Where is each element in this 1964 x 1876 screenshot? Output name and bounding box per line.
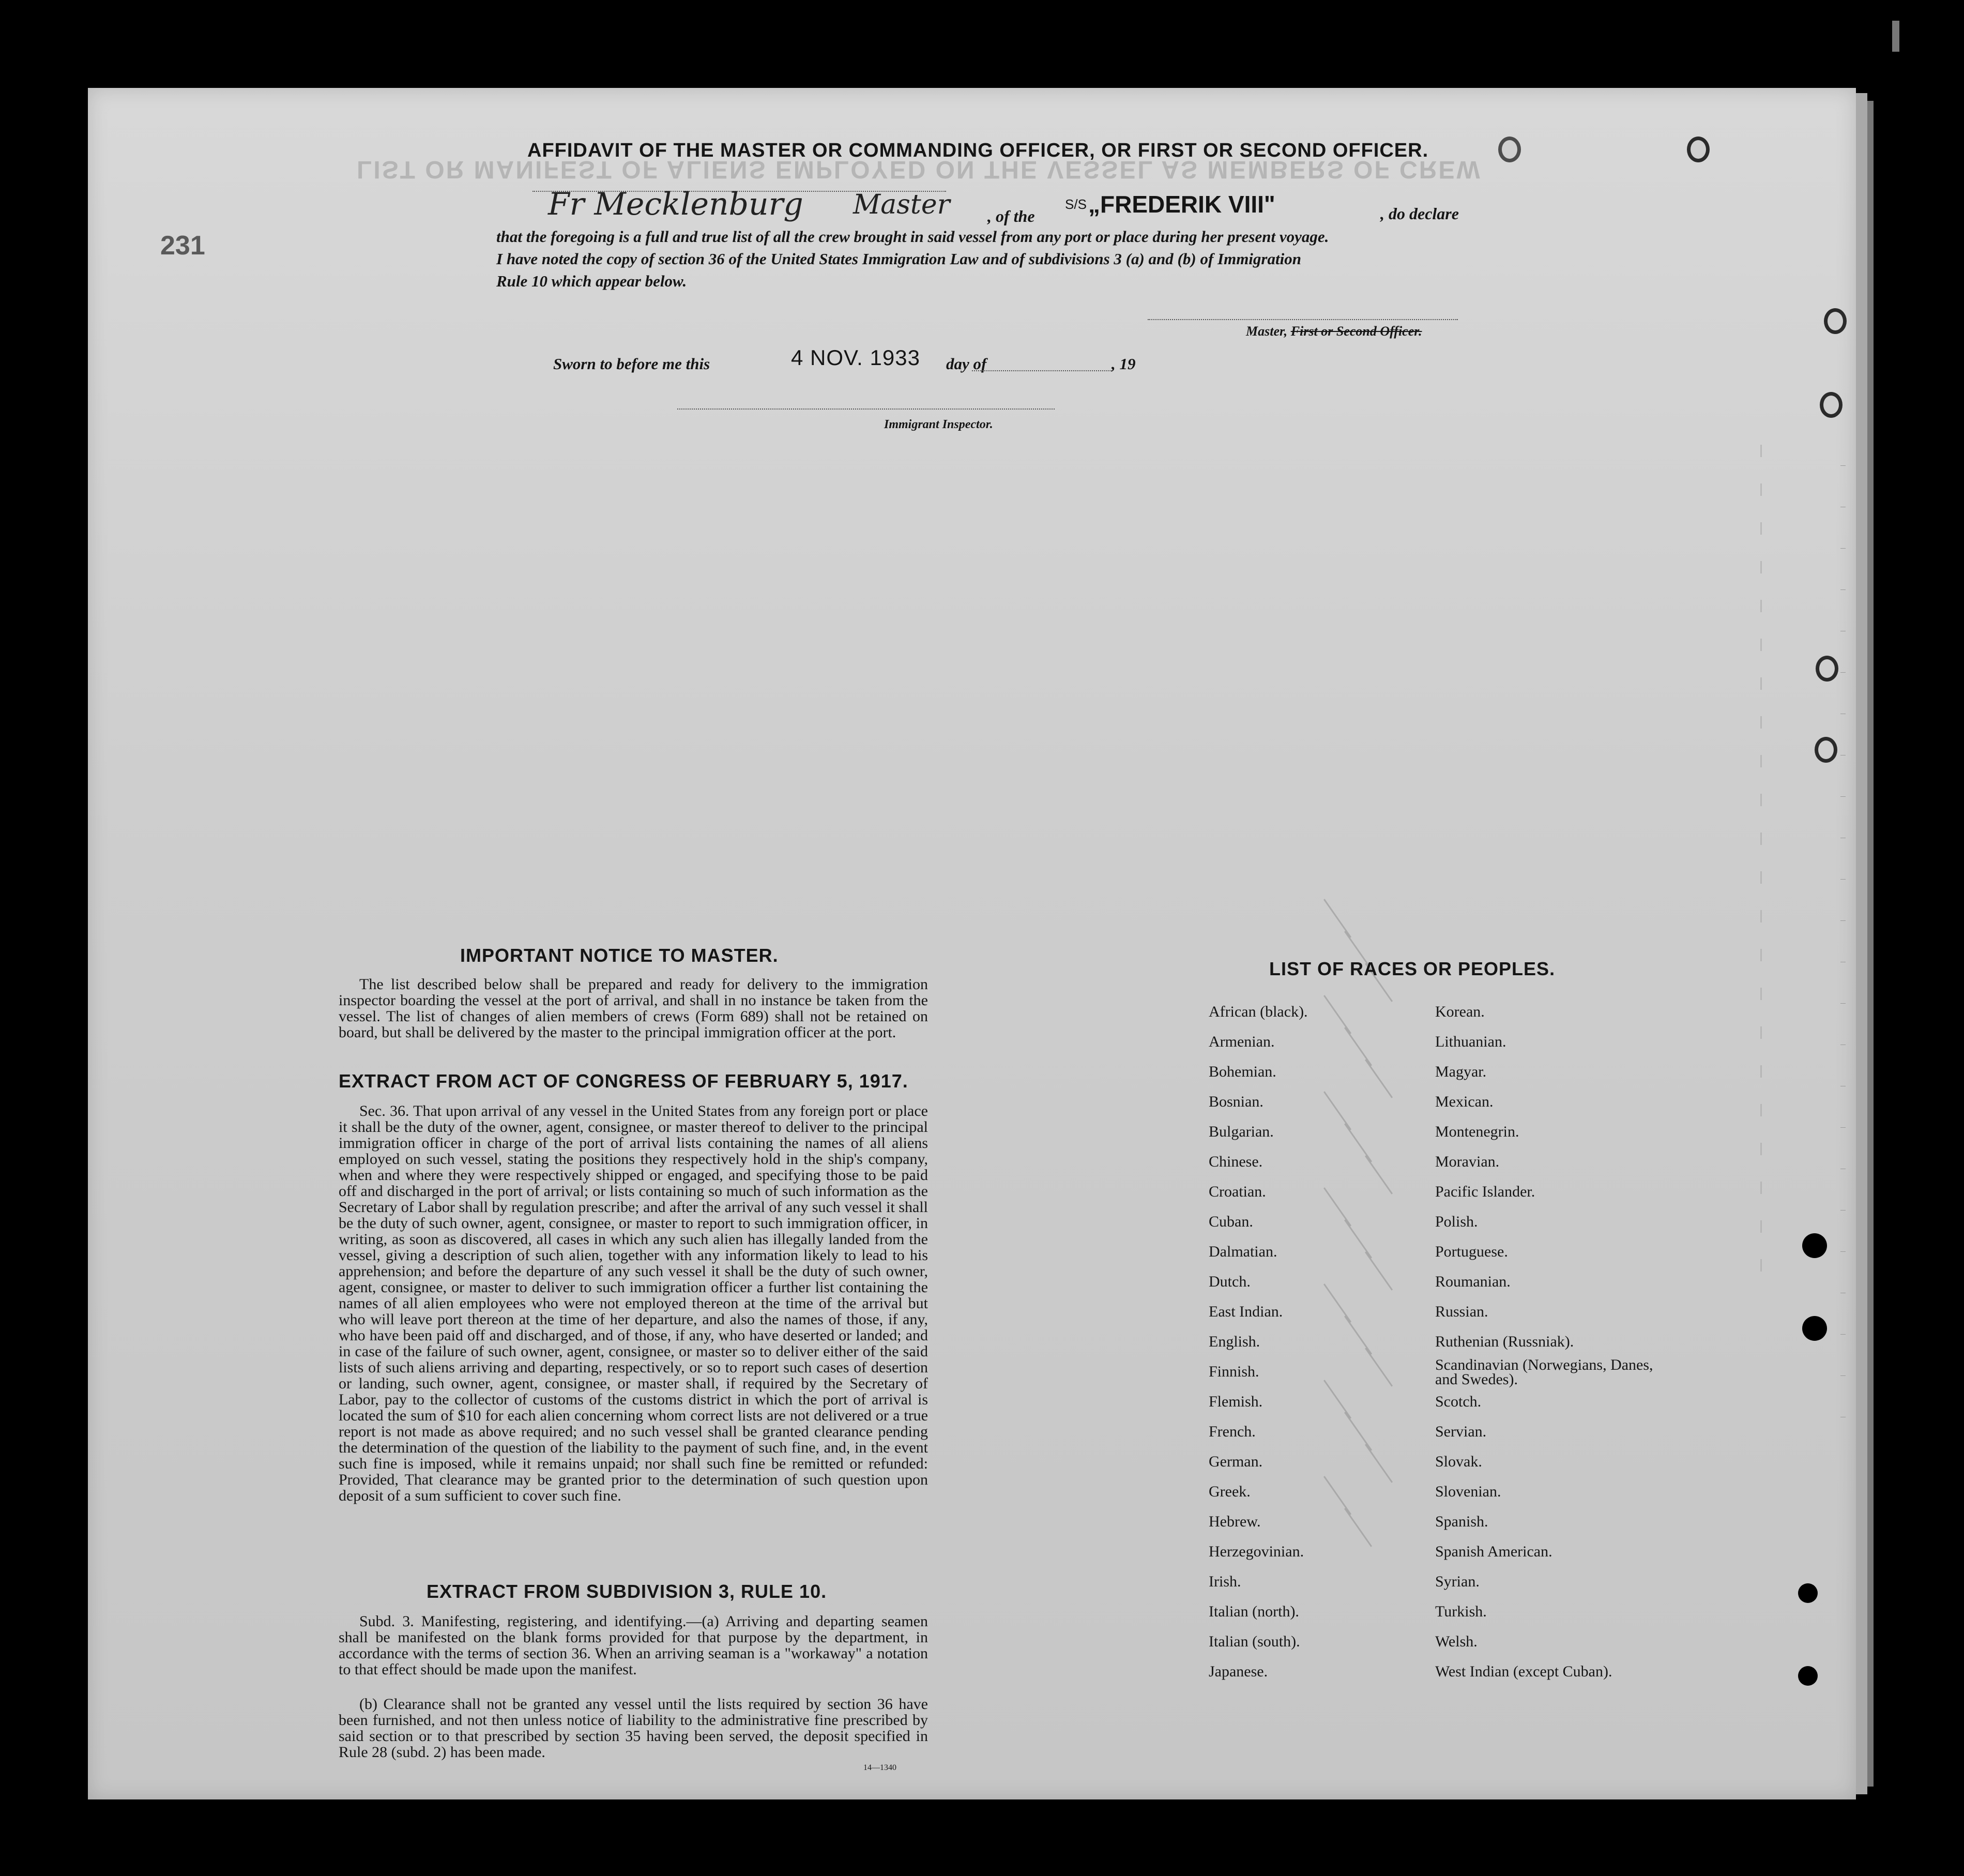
binder-hole	[1498, 137, 1521, 162]
signer-signature: Fr Mecklenburg	[548, 186, 803, 222]
races-title: LIST OF RACES OR PEOPLES.	[1269, 958, 1556, 979]
notice-title: IMPORTANT NOTICE TO MASTER.	[460, 945, 779, 966]
race-item: Russian.	[1435, 1303, 1488, 1320]
race-item: Dutch.	[1209, 1273, 1251, 1290]
master-signature-line	[1148, 319, 1458, 320]
race-item: Finnish.	[1209, 1363, 1259, 1380]
bleed-row-mark	[1760, 445, 1769, 457]
race-item: Lithuanian.	[1435, 1033, 1506, 1050]
race-item: Portuguese.	[1435, 1243, 1508, 1260]
act-extract-title: EXTRACT FROM ACT OF CONGRESS OF FEBRUARY 5, 1917.	[339, 1070, 908, 1092]
margin-rule	[1840, 879, 1846, 880]
master-label	[1246, 324, 1422, 339]
race-item: Turkish.	[1435, 1603, 1487, 1620]
race-item: Chinese.	[1209, 1153, 1263, 1170]
race-item: Croatian.	[1209, 1183, 1266, 1200]
act-extract-text: Sec. 36. That upon arrival of any vessel in the United States from any foreign port or place it shall be the duty of the owner, agent, consignee, or master thereof to deliver to the principal immigration officer in charge of the port of arrival lists containing the names of all aliens employed on such vessel, stating the positions they respectively hold in the ship's company, when and where they were respectively shipped or engaged, and specifying those to be paid off and discharged in the port of arrival; or lists containing so much of such information as the Secretary of Labor shall by regulation prescribe; and after the arrival of any such vessel it shall be the duty of such owner, agent, consignee, or master to report to such immigration officer, in writing, as soon as discovered, all cases in which any such alien has illegally landed from the vessel, giving a description of such alien, together with any information likely to lead to his apprehension; and before the departure of any such vessel it shall be the duty of such owner, agent, consignee, or master to deliver to such immigration officer a further list containing the names of all alien employees who were not employed thereon at the time of the arrival but who will leave port thereon at the time of her departure, and also the names of those, if any, who have been paid off and discharged, and of those, if any, who have deserted or landed; and in case of the failure of such owner, agent, consignee, or master so to deliver either of the said lists of such aliens arriving and departing, respectively, or so to report such cases of desertion or landing, such owner, agent, consignee, or master shall, if required by the Secretary of Labor, pay to the collector of customs of the customs district in which the port of arrival is located the sum of $10 for each alien concerning whom correct lists are not delivered or a true report is not made as above required; and no such vessel shall be granted clearance pending the determination of the question of the liability to the payment of such fine, and, in the event such fine is imposed, while it remains unpaid; nor shall such fine be remitted or refunded: Provided, That clearance may be granted prior to the determination of such question upon deposit of a sum sufficient to cover such fine.	[339, 1102, 928, 1504]
race-item: Spanish.	[1435, 1513, 1488, 1530]
race-item: Greek.	[1209, 1483, 1251, 1500]
margin-rule	[1840, 1334, 1846, 1335]
inspector-label: Immigrant Inspector.	[884, 418, 993, 431]
scan-mark	[1892, 21, 1899, 52]
folio-number: 231	[160, 231, 205, 261]
margin-rule	[1840, 1210, 1846, 1211]
race-item: Spanish American.	[1435, 1543, 1552, 1560]
of-the-text: , of the	[987, 207, 1035, 225]
race-item: Slovenian.	[1435, 1483, 1501, 1500]
inspector-signature-line	[677, 409, 1055, 410]
master-label-text: Master,	[1246, 324, 1288, 339]
month-line	[972, 370, 1112, 371]
page-edge-shadow	[1867, 101, 1874, 1787]
affidavit-line-1: that the foregoing is a full and true list of all the crew brought in said vessel from any port or place during her present voyage.	[496, 228, 1329, 246]
race-item: Syrian.	[1435, 1573, 1480, 1590]
margin-rule	[1840, 1003, 1846, 1004]
bleed-row-mark	[1760, 1182, 1769, 1194]
race-item: West Indian (except Cuban).	[1435, 1663, 1612, 1680]
bleed-row-mark	[1760, 755, 1769, 767]
binder-hole	[1816, 656, 1838, 682]
bleed-row-mark	[1760, 910, 1769, 922]
race-item: Slovak.	[1435, 1453, 1482, 1470]
race-item: East Indian.	[1209, 1303, 1283, 1320]
affidavit-line-3: Rule 10 which appear below.	[496, 272, 687, 290]
sworn-text: Sworn to before me this	[553, 355, 710, 373]
affidavit-title: AFFIDAVIT OF THE MASTER OR COMMANDING OFFICER, OR FIRST OR SECOND OFFICER.	[527, 140, 1429, 161]
declare-text: , do declare	[1380, 204, 1459, 223]
race-item: Italian (south).	[1209, 1633, 1300, 1650]
bleed-row-mark	[1760, 794, 1769, 806]
race-item: Hebrew.	[1209, 1513, 1261, 1530]
race-item: Bosnian.	[1209, 1093, 1263, 1110]
race-item: Servian.	[1435, 1423, 1487, 1440]
rule-extract-text-b: (b) Clearance shall not be granted any vessel until the lists required by section 36 have been furnished, and not then unless notice of liability to the administrative fine prescribed by said section or to that prescribed by section 35 having been served, the deposit specified in Rule 28 (subd. 2) has been made.	[339, 1696, 928, 1761]
bleed-row-mark	[1760, 1220, 1769, 1233]
race-item: Moravian.	[1435, 1153, 1500, 1170]
bleed-through-title: LIST OR MANIFEST OF ALIENS EMPLOYED ON THE VESSEL AS MEMBERS OF CREW	[357, 156, 1482, 183]
race-item: English.	[1209, 1333, 1260, 1350]
bleed-row-mark	[1760, 522, 1769, 535]
vessel-prefix: S/S	[1065, 196, 1087, 212]
margin-rule	[1840, 920, 1846, 921]
race-item: German.	[1209, 1453, 1263, 1470]
bleed-row-mark	[1760, 600, 1769, 612]
signer-rank: Master	[853, 189, 950, 220]
race-item: Roumanian.	[1435, 1273, 1511, 1290]
race-item: Montenegrin.	[1435, 1123, 1519, 1140]
vessel-name: „FREDERIK VIII"	[1088, 191, 1275, 218]
officer-label-struck: First or Second Officer.	[1290, 324, 1422, 339]
bleed-row-mark	[1760, 949, 1769, 961]
year-text: , 19	[1112, 355, 1136, 373]
bleed-row-mark	[1760, 871, 1769, 884]
race-item: Bohemian.	[1209, 1063, 1276, 1080]
document-page	[88, 88, 1856, 1799]
race-item: Flemish.	[1209, 1393, 1263, 1410]
bleed-row-mark	[1760, 561, 1769, 573]
form-number: 14—1340	[863, 1763, 896, 1772]
margin-rule	[1840, 548, 1846, 549]
bleed-row-mark	[1760, 483, 1769, 496]
race-item: Mexican.	[1435, 1093, 1494, 1110]
race-item: Pacific Islander.	[1435, 1183, 1535, 1200]
binder-hole	[1687, 137, 1710, 162]
bleed-row-mark	[1760, 716, 1769, 729]
race-item: Irish.	[1209, 1573, 1241, 1590]
bleed-row-mark	[1760, 1104, 1769, 1116]
margin-rule	[1840, 465, 1846, 466]
race-item: Welsh.	[1435, 1633, 1478, 1650]
margin-rule	[1840, 1127, 1846, 1128]
bleed-row-mark	[1760, 988, 1769, 1000]
notice-text: The list described below shall be prepared and ready for delivery to the immigration inspector boarding the vessel at the port of arrival, and shall in no instance be taken from the vessel. The list of changes of alien members of crews (Form 689) shall not be retained on board, but shall be delivered by the master to the principal immigration officer at the port.	[339, 976, 928, 1041]
race-item: Bulgarian.	[1209, 1123, 1274, 1140]
page-edge	[1856, 93, 1867, 1794]
margin-rule	[1840, 589, 1846, 590]
margin-rule	[1840, 1375, 1846, 1376]
bleed-row-mark	[1760, 639, 1769, 651]
race-item: African (black).	[1209, 1003, 1308, 1020]
race-item: Polish.	[1435, 1213, 1478, 1230]
race-item: Korean.	[1435, 1003, 1485, 1020]
race-item: Scotch.	[1435, 1393, 1482, 1410]
bleed-row-mark	[1760, 677, 1769, 690]
race-item: French.	[1209, 1423, 1256, 1440]
bleed-row-mark	[1760, 833, 1769, 845]
bleed-row-mark	[1760, 1026, 1769, 1039]
race-item: Magyar.	[1435, 1063, 1487, 1080]
race-item: Dalmatian.	[1209, 1243, 1277, 1260]
rule-extract-title: EXTRACT FROM SUBDIVISION 3, RULE 10.	[427, 1581, 827, 1602]
race-item: Japanese.	[1209, 1663, 1268, 1680]
bleed-row-mark	[1760, 1259, 1769, 1272]
race-item: Ruthenian (Russniak).	[1435, 1333, 1574, 1350]
bleed-row-mark	[1760, 1065, 1769, 1078]
race-item: Scandinavian (Norwegians, Danes, and Swedes).	[1435, 1356, 1653, 1388]
margin-rule	[1840, 796, 1846, 797]
race-item: Cuban.	[1209, 1213, 1253, 1230]
margin-rule	[1840, 672, 1846, 673]
rule-extract-text-a: Subd. 3. Manifesting, registering, and identifying.—(a) Arriving and departing seamen shall be manifested on the blank forms provided for that purpose by the department, in accordance with the terms of section 36. When an arriving seaman is a "workaway" a notation to that effect should be made upon the manifest.	[339, 1613, 928, 1678]
affidavit-line-2: I have noted the copy of section 36 of the United States Immigration Law and of subdivisions 3 (a) and (b) of Immigration	[496, 250, 1301, 268]
race-item: Herzegovinian.	[1209, 1543, 1304, 1560]
punch-hole	[1802, 1316, 1827, 1341]
date-stamp: 4 NOV. 1933	[791, 345, 920, 370]
punch-hole	[1798, 1583, 1818, 1603]
binder-hole	[1815, 737, 1837, 763]
race-item: Armenian.	[1209, 1033, 1275, 1050]
punch-hole	[1802, 1233, 1827, 1258]
race-item: Italian (north).	[1209, 1603, 1299, 1620]
binder-hole	[1824, 308, 1847, 334]
punch-hole	[1798, 1666, 1818, 1686]
margin-rule	[1840, 1251, 1846, 1252]
day-of-text: day of	[946, 355, 987, 373]
binder-hole	[1820, 392, 1843, 418]
bleed-row-mark	[1760, 1143, 1769, 1155]
